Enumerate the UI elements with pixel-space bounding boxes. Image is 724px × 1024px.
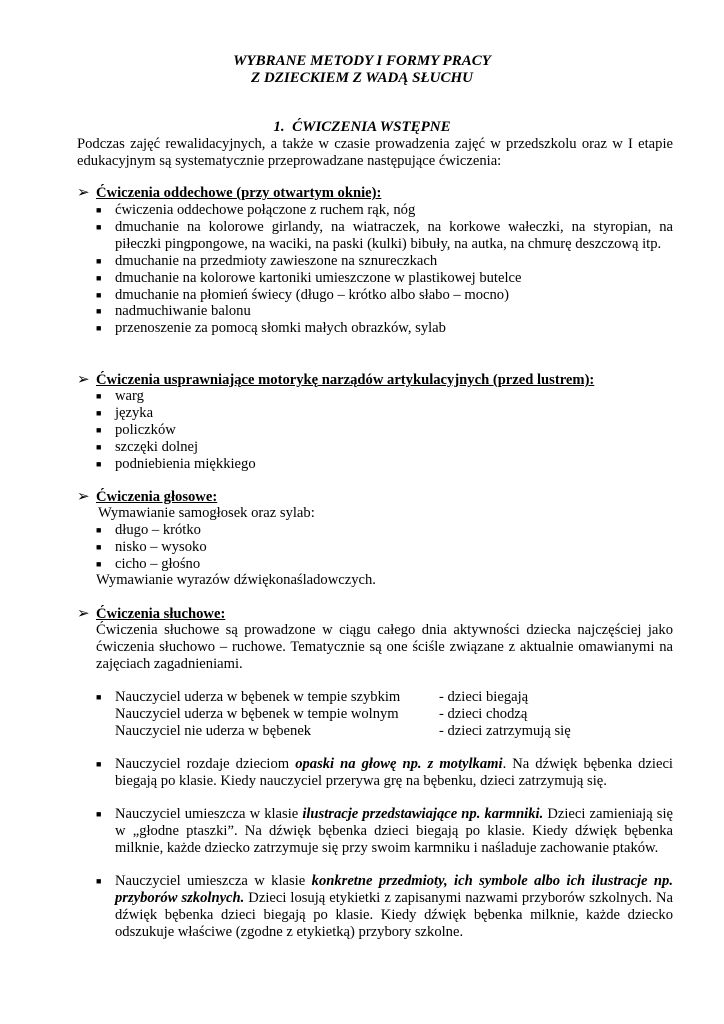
- square-bullet-icon: ■: [96, 407, 102, 418]
- voice-exercise-list: [96, 522, 673, 573]
- list-item: ■ dmuchanie na kolorowe girlandy, na wiatraczek, na korkowe wałeczki, na styropian, na piłeczki pingpongowe, na waciki, na paski (kulki) bibuły, na autka, na chmurę deszczową itp.: [96, 218, 673, 252]
- list-item: ■ Nauczyciel umieszcza w klasie konkretne przedmioty, ich symbole albo ich ilustracje np. przyborów szkolnych. Dzieci losują etykietki z zapisanymi nazwami przyborów szkolnych. Na dźwięk bębenka dzieci biegają po klasie. Kiedy dźwięk bębenka milknie, każde dziecko odszukuje właściwe (zgodne z etykietką) przybory szkolne.: [96, 873, 674, 940]
- hearing-exercise-item-4: [96, 873, 673, 941]
- list-item: ■ języka: [96, 404, 154, 421]
- list-item: ■ podniebienia miękkiego: [96, 455, 256, 472]
- square-bullet-icon: ■: [96, 323, 102, 334]
- list-item: ■ długo – krótko: [96, 522, 201, 538]
- list-item: ■ ćwiczenia oddechowe połączone z ruchem rąk, nóg: [96, 202, 416, 218]
- list-item: ■ warg: [96, 388, 144, 404]
- square-bullet-icon: ■: [96, 424, 102, 435]
- list-item: ■ dmuchanie na przedmioty zawieszone na sznureczkach: [96, 252, 438, 269]
- square-bullet-icon: ■: [96, 558, 102, 569]
- square-bullet-icon: ■: [96, 876, 102, 886]
- intro-paragraph: Podczas zajęć rewalidacyjnych, a także w czasie prowadzenia zajęć w przedszkolu oraz w I etapie edukacyjnym są systematycznie przeprowadzane następujące ćwiczenia:: [77, 136, 673, 169]
- square-bullet-icon: ■: [96, 458, 102, 469]
- square-bullet-icon: ■: [96, 221, 102, 232]
- section-hearing-title: Ćwiczenia słuchowe:: [96, 606, 226, 622]
- section-heading-text: ĆWICZENIA WSTĘPNE: [292, 119, 451, 135]
- arrow-bullet-icon: ➢: [77, 185, 90, 201]
- hearing-exercise-item-3: [96, 806, 673, 857]
- square-bullet-icon: ■: [96, 306, 102, 317]
- square-bullet-icon: ■: [96, 255, 102, 266]
- section-breathing-title: Ćwiczenia oddechowe (przy otwartym oknie):: [96, 185, 382, 201]
- square-bullet-icon: ■: [96, 272, 102, 283]
- list-item: ■ Nauczyciel rozdaje dzieciom opaski na głowę np. z motylkami. Na dźwięk bębenka dzieci biegają po klasie. Kiedy nauczyciel przerywa grę na bębenku, dzieci zatrzymują się.: [96, 756, 673, 789]
- list-item: ■ cicho – głośno: [96, 555, 201, 572]
- list-item: ■ szczęki dolnej: [96, 438, 199, 455]
- section-heading-number: 1.: [273, 119, 285, 135]
- list-item: ■ nadmuchiwanie balonu: [96, 303, 251, 320]
- articulation-exercise-list: [96, 388, 673, 473]
- section-heading: [0, 119, 724, 136]
- list-item: ■ dmuchanie na płomień świecy (długo – krótko albo słabo – mocno): [96, 286, 509, 303]
- hearing-exercise-list: [96, 689, 673, 740]
- section-articulation-title: Ćwiczenia usprawniające motorykę narządów artykulacyjnych (przed lustrem):: [96, 372, 595, 388]
- document-title-line-2: Z DZIECKIEM Z WADĄ SŁUCHU: [251, 70, 473, 86]
- square-bullet-icon: ■: [96, 391, 102, 401]
- square-bullet-icon: ■: [96, 692, 102, 702]
- voice-intro: Wymawianie samogłosek oraz sylab:: [98, 505, 315, 521]
- square-bullet-icon: ■: [96, 525, 102, 535]
- arrow-bullet-icon: ➢: [77, 489, 90, 505]
- list-item: [96, 689, 673, 740]
- hearing-exercise-item-2: [96, 756, 673, 790]
- drum-row: Nauczyciel uderza w bębenek w tempie szybkim - dzieci biegają: [115, 689, 529, 705]
- document-title-line-1: WYBRANE METODY I FORMY PRACY: [233, 53, 491, 69]
- list-item: ■ nisko – wysoko: [96, 538, 207, 555]
- breathing-exercise-list: [96, 202, 673, 337]
- list-item: ■ policzków: [96, 421, 176, 438]
- square-bullet-icon: ■: [96, 205, 102, 215]
- list-item: ■ przenoszenie za pomocą słomki małych obrazków, sylab: [96, 320, 446, 337]
- drum-row: Nauczyciel nie uderza w bębenek - dzieci zatrzymują się: [115, 722, 571, 739]
- list-item: ■ dmuchanie na kolorowe kartoniki umieszczone w plastikowej butelce: [96, 269, 522, 286]
- square-bullet-icon: ■: [96, 759, 102, 769]
- section-voice-title: Ćwiczenia głosowe:: [96, 489, 218, 505]
- arrow-bullet-icon: ➢: [77, 372, 90, 388]
- square-bullet-icon: ■: [96, 441, 102, 452]
- square-bullet-icon: ■: [96, 289, 102, 300]
- square-bullet-icon: ■: [96, 809, 102, 819]
- arrow-bullet-icon: ➢: [77, 606, 90, 622]
- list-item: ■ Nauczyciel umieszcza w klasie ilustracje przedstawiające np. karmniki. Dzieci zamieniają się w „głodne ptaszki”. Na dźwięk bębenka dzieci biegają po klasie. Kiedy dźwięk bębenka milknie, każde dziecko zatrzymuje się przy swoim karmniku i naśladuje zachowanie ptaków.: [96, 806, 673, 856]
- hearing-intro-paragraph: Ćwiczenia słuchowe są prowadzone w ciągu całego dnia aktywności dziecka najczęściej jako ćwiczenia słuchowo – ruchowe. Tematycznie są one ściśle związane z aktualnie omawianymi na zajęciach zagadnieniami.: [96, 622, 673, 672]
- drum-row: Nauczyciel uderza w bębenek w tempie wolnym - dzieci chodzą: [115, 705, 528, 722]
- voice-outro: Wymawianie wyrazów dźwiękonaśladowczych.: [96, 572, 376, 588]
- square-bullet-icon: ■: [96, 541, 102, 552]
